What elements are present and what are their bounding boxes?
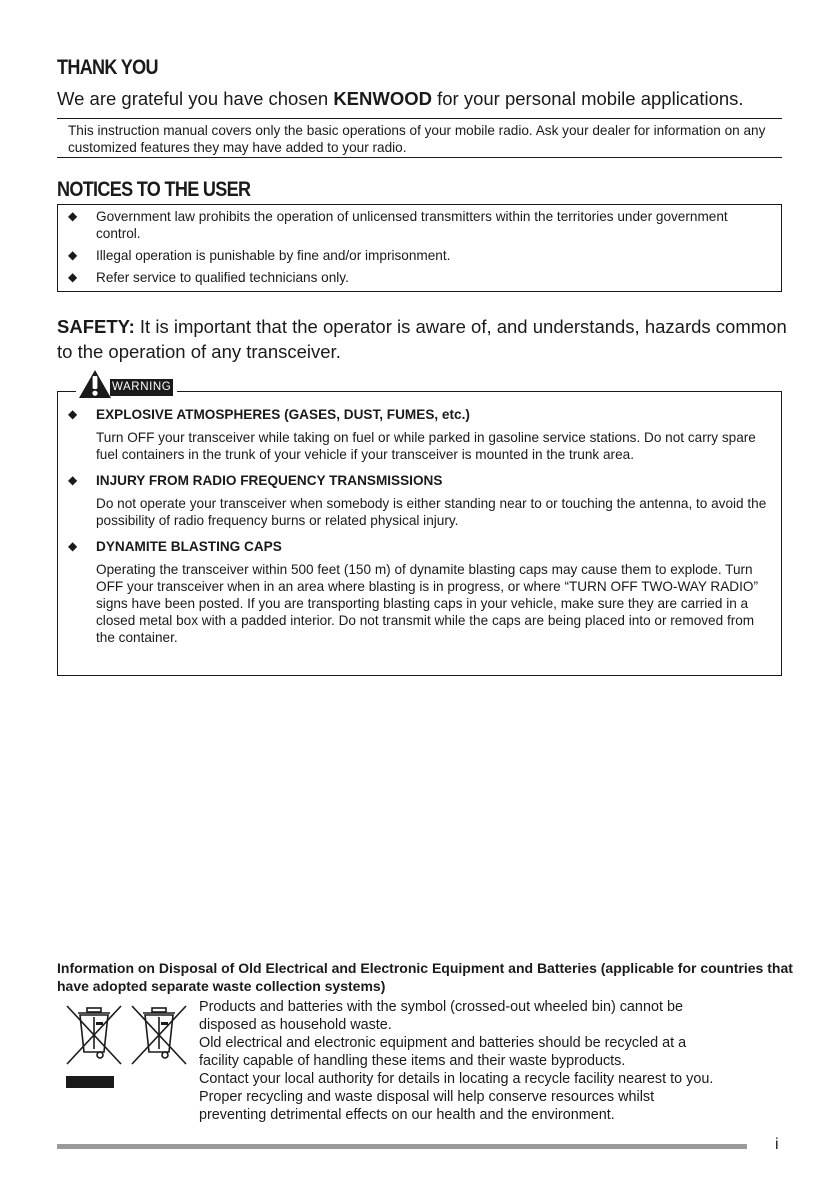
disposal-line: Contact your local authority for details in locating a recycle facility nearest to you. — [199, 1071, 714, 1087]
crossed-out-wheeled-bin-icon — [65, 1004, 123, 1066]
intro-text-after: for your personal mobile applications. — [431, 88, 744, 109]
warning-item-body: Do not operate your transceiver when somebody is either standing near to or touching the antenna, to avoid the possibility of radio frequency burns or related physical injury. — [96, 496, 767, 528]
warning-item-body: Turn OFF your transceiver while taking on fuel or while parked in gasoline service stations. Do not carry spare fuel containers in the trunk of your vehicle if your transceiver is mounted in the trunk area. — [96, 430, 756, 462]
warning-item-title: EXPLOSIVE ATMOSPHERES (GASES, DUST, FUMES, etc.) — [96, 407, 470, 422]
diamond-bullet-icon: ◆ — [68, 539, 78, 553]
notice-item — [68, 247, 771, 264]
page-number: i — [775, 1136, 779, 1153]
notice-text: Illegal operation is punishable by fine and/or imprisonment. — [96, 248, 451, 263]
bin-symbol-bar — [66, 1076, 114, 1088]
warning-item-title: DYNAMITE BLASTING CAPS — [96, 539, 282, 554]
disposal-text — [199, 998, 799, 1124]
warning-box — [57, 391, 782, 676]
diamond-bullet-icon: ◆ — [68, 248, 78, 262]
warning-item — [68, 538, 771, 646]
disposal-line: preventing detrimental effects on our health and the environment. — [199, 1107, 615, 1123]
disposal-line: facility capable of handling these items and their waste byproducts. — [199, 1053, 626, 1069]
footer-rule — [57, 1144, 747, 1149]
diamond-bullet-icon: ◆ — [68, 270, 78, 284]
diamond-bullet-icon: ◆ — [68, 473, 78, 487]
diamond-bullet-icon: ◆ — [68, 407, 78, 421]
disposal-title: Information on Disposal of Old Electrical and Electronic Equipment and Batteries (applicable for countries that have adopted separate waste collection systems) — [57, 960, 793, 994]
safety-statement — [57, 314, 787, 364]
safety-text: It is important that the operator is aware of, and understands, hazards common to the operation of any transceiver. — [57, 316, 787, 362]
safety-label: SAFETY: — [57, 316, 135, 337]
thank-you-heading: THANK YOU — [57, 56, 158, 79]
warning-badge — [76, 369, 177, 399]
exclamation-icon — [78, 369, 112, 399]
thank-you-intro — [57, 88, 744, 110]
disposal-line: Proper recycling and waste disposal will help conserve resources whilst — [199, 1089, 655, 1105]
disposal-line: disposed as household waste. — [199, 1017, 392, 1033]
warning-label: WARNING — [110, 379, 173, 396]
notice-text: Government law prohibits the operation of unlicensed transmitters within the territories under government control. — [96, 209, 728, 241]
notices-box — [57, 204, 782, 292]
crossed-out-wheeled-bin-icon — [130, 1004, 188, 1066]
notice-item — [68, 208, 771, 242]
manual-scope-note: This instruction manual covers only the basic operations of your mobile radio. Ask your dealer for information on any customized features they may have added to your radio. — [57, 118, 782, 158]
warning-item-body: Operating the transceiver within 500 feet (150 m) of dynamite blasting caps may cause them to explode. Turn OFF your transceiver when in an area where blasting is in progress, or where “TURN OFF TWO-WAY RADIO” signs have been posted. If you are transporting blasting caps in your vehicle, make sure they are carried in a closed metal box with a padded interior. Do not transmit while the caps are being placed into or removed from the container. — [96, 562, 759, 645]
disposal-line: Products and batteries with the symbol (crossed-out wheeled bin) cannot be — [199, 999, 683, 1015]
intro-text-before: We are grateful you have chosen — [57, 88, 334, 109]
disposal-line: Old electrical and electronic equipment and batteries should be recycled at a — [199, 1035, 687, 1051]
warning-item-title: INJURY FROM RADIO FREQUENCY TRANSMISSIONS — [96, 473, 443, 488]
warning-item — [68, 472, 771, 529]
brand-name: KENWOOD — [333, 88, 432, 109]
diamond-bullet-icon: ◆ — [68, 209, 78, 223]
notice-text: Refer service to qualified technicians only. — [96, 270, 349, 285]
notices-heading: NOTICES TO THE USER — [57, 178, 251, 201]
warning-item — [68, 406, 771, 463]
notice-item — [68, 269, 771, 286]
